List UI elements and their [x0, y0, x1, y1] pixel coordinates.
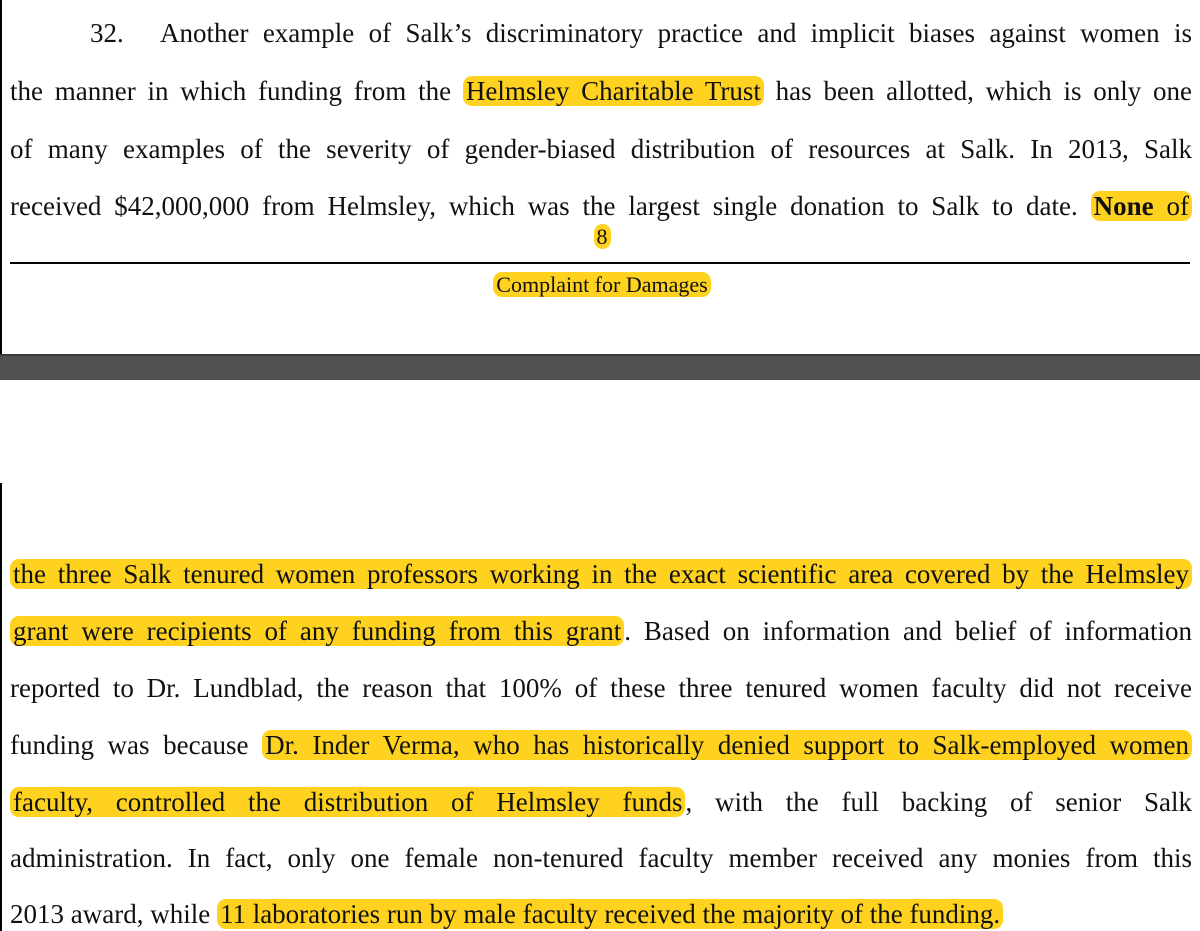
page-gap [0, 380, 1200, 483]
highlighted-text: the three Salk tenured women professors working in the exact scientific area covered by the Helmsley [10, 559, 1192, 589]
page-number [2, 224, 1200, 250]
highlighted-text: Helmsley Charitable Trust [463, 76, 764, 106]
highlighted-text: 11 laboratories run by male faculty received the majority of the funding. [217, 899, 1003, 929]
paragraph-text: has been allotted, which is only one [775, 76, 1192, 106]
highlighted-text [1091, 191, 1192, 221]
paragraph-text: the manner in which funding from the [10, 76, 452, 106]
paragraph-text: . Based on information and belief of information [624, 616, 1193, 646]
paragraph-number: 32. [90, 18, 124, 48]
paragraph-text: , with the full backing of senior Salk [685, 787, 1192, 817]
paragraph-text: funding was because [10, 730, 249, 760]
highlighted-text: Dr. Inder Verma, who has historically denied support to Salk-employed women [262, 730, 1192, 760]
paragraph-line-1 [10, 557, 1192, 591]
paragraph-text: 2013 award, while [10, 899, 211, 929]
highlighted-text-rest: of [1166, 191, 1190, 221]
paragraph-line-3 [10, 132, 1192, 166]
paragraph-line-6 [10, 841, 1192, 875]
paragraph-text: Another example of Salk’s discriminatory practice and implicit biases against women is [160, 18, 1192, 48]
footer [2, 270, 1200, 300]
page-number-text: 8 [594, 224, 611, 249]
footer-title: Complaint for Damages [493, 272, 710, 297]
paragraph-text: reported to Dr. Lundblad, the reason that 100% of these three tenured women faculty did not receive [10, 673, 1192, 703]
paragraph-line-3 [10, 671, 1192, 705]
paragraph-line-7 [10, 897, 1192, 931]
footer-rule [10, 262, 1190, 264]
paragraph-line-2 [10, 614, 1192, 648]
paragraph-line-5 [10, 785, 1192, 819]
paragraph-text: administration. In fact, only one female non-tenured faculty member received any monies from this [10, 843, 1192, 873]
paragraph-text: of many examples of the severity of gender-biased distribution of resources at Salk. In 2013, Salk [10, 134, 1192, 164]
document-page-bottom [0, 483, 1200, 931]
paragraph-line-4 [10, 189, 1192, 223]
paragraph-text: received $42,000,000 from Helmsley, which was the largest single donation to Salk to date. [10, 191, 1078, 221]
document-page-top [0, 0, 1200, 354]
bold-text: None [1093, 191, 1154, 221]
highlighted-text: faculty, controlled the distribution of Helmsley funds [10, 787, 685, 817]
paragraph-line-1 [10, 16, 1192, 50]
highlighted-text: grant were recipients of any funding from this grant [10, 616, 624, 646]
paragraph-line-2 [10, 74, 1192, 108]
page-separator [0, 354, 1200, 380]
paragraph-line-4 [10, 728, 1192, 762]
